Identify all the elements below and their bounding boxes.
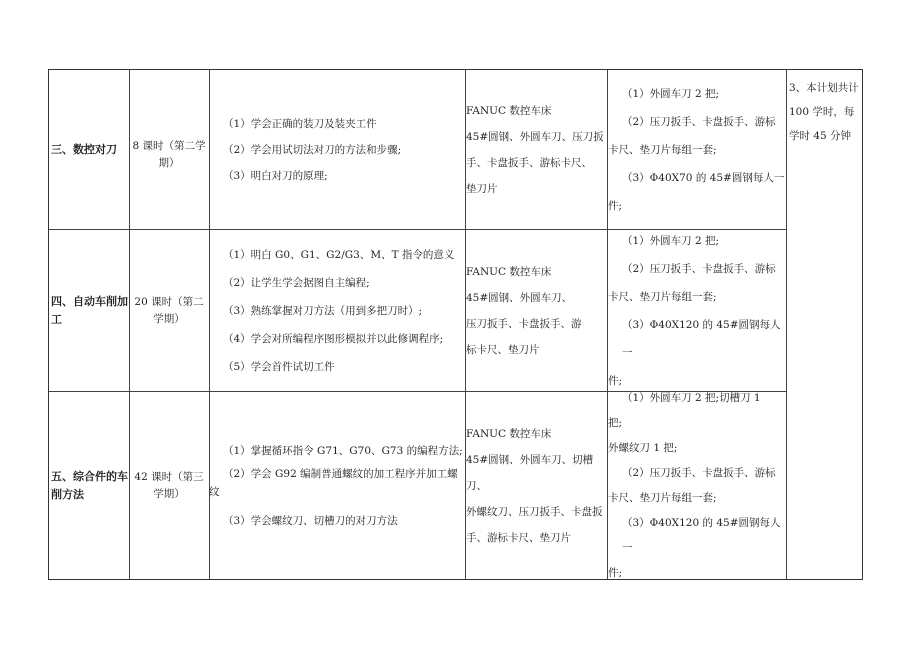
goal-item: （2）让学生学会据图自主编程; xyxy=(223,276,370,289)
schedule-note: 3、本计划共计 100 学时，每学时 45 分钟 xyxy=(789,82,859,142)
material-line: （2）压刀扳手、卡盘扳手、游标 xyxy=(622,466,776,479)
material-line: （3）Φ40X120 的 45#圆钢每人一 xyxy=(622,516,781,554)
row-2-equipment xyxy=(466,230,607,391)
row-3-equipment xyxy=(466,392,607,579)
equipment-line: 45#圆钢、外圆车刀、 xyxy=(466,291,573,304)
goal-item: （1）明白 G0、G1、G2/G3、M、T 指令的意义 xyxy=(223,248,455,261)
equipment-line: 压刀扳手、卡盘扳手、游 xyxy=(466,317,582,330)
goal-item: （3）明白对刀的原理; xyxy=(223,169,328,182)
equipment-line: 垫刀片 xyxy=(466,182,498,195)
material-line: 卡尺、垫刀片每组一套; xyxy=(608,491,717,504)
goal-item: （1）掌握循环指令 G71、G70、G73 的编程方法; xyxy=(223,444,463,457)
material-line: （2）压刀扳手、卡盘扳手、游标 xyxy=(622,115,776,128)
equipment-line: FANUC 数控车床 xyxy=(466,265,552,278)
equipment-line: 手、游标卡尺、垫刀片 xyxy=(466,531,571,544)
row-3-topic: 五、综合件的车削方法 xyxy=(51,469,128,501)
material-line: 把; xyxy=(608,416,623,429)
equipment-line: FANUC 数控车床 xyxy=(466,104,552,117)
row-2-hours: 20 课时（第二学期） xyxy=(134,295,204,325)
equipment-line: 45#圆钢、外圆车刀、压刀扳 xyxy=(466,130,604,143)
goal-item: （4）学会对所编程序图形模拟并以此修调程序; xyxy=(223,332,444,345)
goal-item: （2）学会用试切法对刀的方法和步骤; xyxy=(223,143,402,156)
row-1-materials xyxy=(608,70,786,229)
row-2-materials xyxy=(608,230,786,391)
row-3-hours: 42 课时（第三学期） xyxy=(134,470,204,500)
course-plan-table xyxy=(48,69,863,580)
row-2-goals xyxy=(209,230,465,391)
row-1-hours: 8 课时（第二学期） xyxy=(132,139,206,169)
material-line: （1）外圆车刀 2 把; xyxy=(622,234,720,247)
column-divider xyxy=(129,70,130,579)
goal-item: （3）熟练掌握对刀方法（用到多把刀时）; xyxy=(223,304,423,317)
goal-item: （2）学会 G92 编制普通螺纹的加工程序并加工螺纹 xyxy=(209,467,458,498)
material-line: （3）Φ40X70 的 45#圆钢每人一 xyxy=(622,171,785,184)
material-line: 外螺纹刀 1 把; xyxy=(608,441,678,454)
goal-item: （1）学会正确的装刀及装夹工件 xyxy=(223,117,377,130)
row-1-equipment xyxy=(466,70,607,229)
material-line: （1）外圆车刀 2 把; xyxy=(622,87,720,100)
material-line: （1）外圆车刀 2 把;切槽刀 1 xyxy=(622,391,761,404)
row-3-goals xyxy=(209,392,465,579)
equipment-line: FANUC 数控车床 xyxy=(466,427,552,440)
material-line: 卡尺、垫刀片每组一套; xyxy=(608,143,717,156)
row-2-topic: 四、自动车削加工 xyxy=(51,294,128,326)
material-line: 卡尺、垫刀片每组一套; xyxy=(608,290,717,303)
equipment-line: 手、卡盘扳手、游标卡尺、 xyxy=(466,156,592,169)
material-line: （2）压刀扳手、卡盘扳手、游标 xyxy=(622,262,776,275)
goal-item: （5）学会首件试切工件 xyxy=(223,360,335,373)
row-1-topic: 三、数控对刀 xyxy=(51,142,117,156)
material-line: 件; xyxy=(608,566,623,579)
material-line: 件; xyxy=(608,374,623,387)
row-1-goals xyxy=(209,70,465,229)
column-divider xyxy=(786,70,787,579)
row-3-materials xyxy=(608,392,786,579)
goal-item: （3）学会螺纹刀、切槽刀的对刀方法 xyxy=(223,514,398,527)
material-line: 件; xyxy=(608,199,623,212)
equipment-line: 标卡尺、垫刀片 xyxy=(466,343,540,356)
equipment-line: 45#圆钢、外圆车刀、切槽刀、 xyxy=(466,453,594,492)
equipment-line: 外螺纹刀、压刀扳手、卡盘扳 xyxy=(466,505,603,518)
material-line: （3）Φ40X120 的 45#圆钢每人一 xyxy=(622,318,781,359)
